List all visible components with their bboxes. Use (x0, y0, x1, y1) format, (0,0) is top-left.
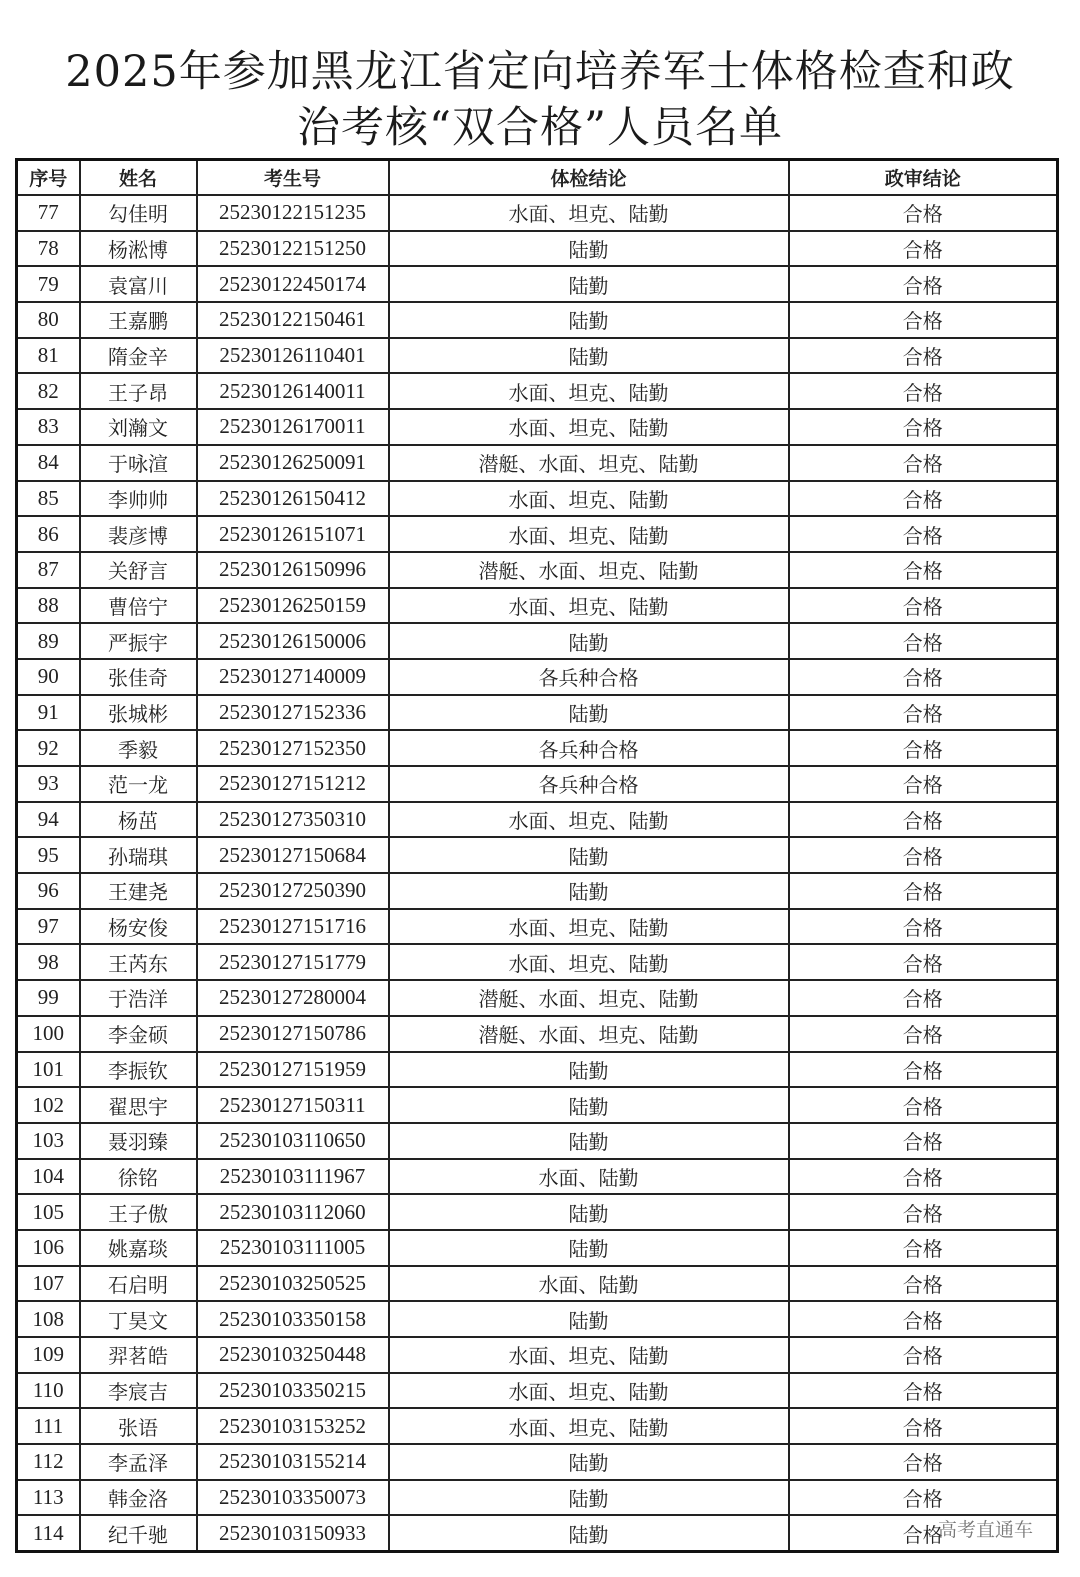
physical-result-cell: 潜艇、水面、坦克、陆勤 (389, 445, 789, 481)
physical-result-cell: 陆勤 (389, 873, 789, 909)
physical-result-cell: 水面、坦克、陆勤 (389, 481, 789, 517)
exam-id-cell: 25230122151250 (197, 231, 389, 267)
exam-id-cell: 25230103155214 (197, 1444, 389, 1480)
serial-cell: 102 (17, 1087, 80, 1123)
name-cell: 李帅帅 (80, 481, 197, 517)
exam-id-cell: 25230126140011 (197, 373, 389, 409)
header-exam-id: 考生号 (197, 160, 389, 196)
physical-result-cell: 各兵种合格 (389, 659, 789, 695)
physical-result-cell: 水面、陆勤 (389, 1159, 789, 1195)
name-cell: 于浩洋 (80, 980, 197, 1016)
name-cell: 张城彬 (80, 695, 197, 731)
physical-result-cell: 陆勤 (389, 1052, 789, 1088)
political-result-cell: 合格 (789, 1444, 1058, 1480)
serial-cell: 86 (17, 516, 80, 552)
name-cell: 姚嘉琰 (80, 1230, 197, 1266)
exam-id-cell: 25230126170011 (197, 409, 389, 445)
exam-id-cell: 25230122450174 (197, 266, 389, 302)
physical-result-cell: 水面、坦克、陆勤 (389, 409, 789, 445)
political-result-cell: 合格 (789, 1087, 1058, 1123)
serial-cell: 87 (17, 552, 80, 588)
serial-cell: 81 (17, 338, 80, 374)
watermark-text: 高考直通车 (938, 1519, 1034, 1541)
exam-id-cell: 25230127280004 (197, 980, 389, 1016)
name-cell: 严振宇 (80, 623, 197, 659)
name-cell: 裴彦博 (80, 516, 197, 552)
name-cell: 纪千驰 (80, 1515, 197, 1551)
exam-id-cell: 25230103350073 (197, 1480, 389, 1516)
name-cell: 范一龙 (80, 766, 197, 802)
table-row (17, 659, 1058, 695)
physical-result-cell: 潜艇、水面、坦克、陆勤 (389, 1016, 789, 1052)
name-cell: 羿茗皓 (80, 1337, 197, 1373)
table-row (17, 1230, 1058, 1266)
physical-result-cell: 陆勤 (389, 1515, 789, 1551)
table-row (17, 623, 1058, 659)
physical-result-cell: 水面、坦克、陆勤 (389, 195, 789, 231)
name-cell: 杨茁 (80, 802, 197, 838)
serial-cell: 97 (17, 909, 80, 945)
table-row (17, 1373, 1058, 1409)
name-cell: 翟思宇 (80, 1087, 197, 1123)
table-row (17, 409, 1058, 445)
table-row (17, 695, 1058, 731)
serial-cell: 112 (17, 1444, 80, 1480)
exam-id-cell: 25230127151716 (197, 909, 389, 945)
serial-cell: 85 (17, 481, 80, 517)
exam-id-cell: 25230103153252 (197, 1408, 389, 1444)
table-row (17, 552, 1058, 588)
political-result-cell: 合格 (789, 766, 1058, 802)
exam-id-cell: 25230126150006 (197, 623, 389, 659)
table-row (17, 1301, 1058, 1337)
serial-cell: 104 (17, 1159, 80, 1195)
political-result-cell: 合格 (789, 1123, 1058, 1159)
serial-cell: 101 (17, 1052, 80, 1088)
table-row (17, 266, 1058, 302)
table-row (17, 1123, 1058, 1159)
political-result-cell: 合格 (789, 837, 1058, 873)
political-result-cell: 合格 (789, 1230, 1058, 1266)
name-cell: 王建尧 (80, 873, 197, 909)
political-result-cell: 合格 (789, 802, 1058, 838)
political-result-cell: 合格 (789, 1052, 1058, 1088)
political-result-cell: 合格 (789, 302, 1058, 338)
exam-id-cell: 25230103350215 (197, 1373, 389, 1409)
exam-id-cell: 25230126151071 (197, 516, 389, 552)
exam-id-cell: 25230127140009 (197, 659, 389, 695)
table-row (17, 837, 1058, 873)
table-row (17, 1480, 1058, 1516)
political-result-cell: 合格 (789, 730, 1058, 766)
physical-result-cell: 陆勤 (389, 1123, 789, 1159)
political-result-cell: 合格 (789, 1016, 1058, 1052)
serial-cell: 92 (17, 730, 80, 766)
table-row (17, 445, 1058, 481)
exam-id-cell: 25230103110650 (197, 1123, 389, 1159)
table-row (17, 338, 1058, 374)
name-cell: 李宸吉 (80, 1373, 197, 1409)
table-row (17, 980, 1058, 1016)
serial-cell: 88 (17, 588, 80, 624)
political-result-cell: 合格 (789, 695, 1058, 731)
table-row (17, 1159, 1058, 1195)
serial-cell: 96 (17, 873, 80, 909)
name-cell: 于咏渲 (80, 445, 197, 481)
physical-result-cell: 水面、陆勤 (389, 1266, 789, 1302)
political-result-cell: 合格 (789, 552, 1058, 588)
exam-id-cell: 25230126110401 (197, 338, 389, 374)
table-row (17, 231, 1058, 267)
exam-id-cell: 25230103250525 (197, 1266, 389, 1302)
name-cell: 王芮东 (80, 944, 197, 980)
header-physical-result: 体检结论 (389, 160, 789, 196)
serial-cell: 111 (17, 1408, 80, 1444)
exam-id-cell: 25230126250159 (197, 588, 389, 624)
name-cell: 关舒言 (80, 552, 197, 588)
physical-result-cell: 潜艇、水面、坦克、陆勤 (389, 980, 789, 1016)
serial-cell: 95 (17, 837, 80, 873)
exam-id-cell: 25230127151959 (197, 1052, 389, 1088)
name-cell: 勾佳明 (80, 195, 197, 231)
serial-cell: 100 (17, 1016, 80, 1052)
physical-result-cell: 水面、坦克、陆勤 (389, 373, 789, 409)
table-row (17, 373, 1058, 409)
political-result-cell: 合格 (789, 944, 1058, 980)
physical-result-cell: 陆勤 (389, 1301, 789, 1337)
political-result-cell: 合格 (789, 873, 1058, 909)
table-row (17, 302, 1058, 338)
political-result-cell: 合格 (789, 338, 1058, 374)
serial-cell: 94 (17, 802, 80, 838)
table-row (17, 588, 1058, 624)
name-cell: 石启明 (80, 1266, 197, 1302)
table-row (17, 1087, 1058, 1123)
serial-cell: 79 (17, 266, 80, 302)
serial-cell: 114 (17, 1515, 80, 1551)
table-row (17, 481, 1058, 517)
physical-result-cell: 各兵种合格 (389, 730, 789, 766)
exam-id-cell: 25230127350310 (197, 802, 389, 838)
header-name: 姓名 (80, 160, 197, 196)
physical-result-cell: 水面、坦克、陆勤 (389, 1337, 789, 1373)
table-row (17, 1444, 1058, 1480)
exam-id-cell: 25230103111005 (197, 1230, 389, 1266)
exam-id-cell: 25230127152350 (197, 730, 389, 766)
document-title-line-1: 2025年参加黑龙江省定向培养军士体格检查和政 (65, 47, 1015, 97)
political-result-cell: 合格 (789, 659, 1058, 695)
political-result-cell: 合格 (789, 481, 1058, 517)
name-cell: 杨淞博 (80, 231, 197, 267)
exam-id-cell: 25230127150311 (197, 1087, 389, 1123)
name-cell: 王子傲 (80, 1194, 197, 1230)
serial-cell: 82 (17, 373, 80, 409)
serial-cell: 99 (17, 980, 80, 1016)
political-result-cell: 合格 (789, 1408, 1058, 1444)
political-result-cell: 合格 (789, 195, 1058, 231)
serial-cell: 83 (17, 409, 80, 445)
serial-cell: 78 (17, 231, 80, 267)
exam-id-cell: 25230103150933 (197, 1515, 389, 1551)
table-row (17, 1266, 1058, 1302)
serial-cell: 105 (17, 1194, 80, 1230)
document-title-line-2: 治考核“双合格”人员名单 (297, 103, 783, 153)
table-row (17, 1016, 1058, 1052)
serial-cell: 84 (17, 445, 80, 481)
physical-result-cell: 陆勤 (389, 1230, 789, 1266)
table-row (17, 766, 1058, 802)
political-result-cell: 合格 (789, 1337, 1058, 1373)
name-cell: 徐铭 (80, 1159, 197, 1195)
political-result-cell: 合格 (789, 1373, 1058, 1409)
name-cell: 季毅 (80, 730, 197, 766)
political-result-cell: 合格 (789, 1301, 1058, 1337)
exam-id-cell: 25230127250390 (197, 873, 389, 909)
physical-result-cell: 陆勤 (389, 231, 789, 267)
table-row (17, 1515, 1058, 1551)
table-row (17, 730, 1058, 766)
physical-result-cell: 陆勤 (389, 1480, 789, 1516)
physical-result-cell: 陆勤 (389, 302, 789, 338)
exam-id-cell: 25230127151212 (197, 766, 389, 802)
name-cell: 张佳奇 (80, 659, 197, 695)
serial-cell: 103 (17, 1123, 80, 1159)
name-cell: 韩金洛 (80, 1480, 197, 1516)
physical-result-cell: 水面、坦克、陆勤 (389, 909, 789, 945)
serial-cell: 107 (17, 1266, 80, 1302)
physical-result-cell: 水面、坦克、陆勤 (389, 588, 789, 624)
serial-cell: 89 (17, 623, 80, 659)
name-cell: 袁富川 (80, 266, 197, 302)
table-row (17, 909, 1058, 945)
header-serial: 序号 (17, 160, 80, 196)
physical-result-cell: 陆勤 (389, 837, 789, 873)
physical-result-cell: 陆勤 (389, 623, 789, 659)
name-cell: 李孟泽 (80, 1444, 197, 1480)
table-row (17, 802, 1058, 838)
political-result-cell: 合格 (789, 1266, 1058, 1302)
physical-result-cell: 陆勤 (389, 266, 789, 302)
serial-cell: 110 (17, 1373, 80, 1409)
serial-cell: 93 (17, 766, 80, 802)
serial-cell: 106 (17, 1230, 80, 1266)
exam-id-cell: 25230126150996 (197, 552, 389, 588)
political-result-cell: 合格 (789, 373, 1058, 409)
table-row (17, 516, 1058, 552)
name-cell: 杨安俊 (80, 909, 197, 945)
serial-cell: 77 (17, 195, 80, 231)
serial-cell: 98 (17, 944, 80, 980)
physical-result-cell: 水面、坦克、陆勤 (389, 802, 789, 838)
political-result-cell: 合格 (789, 266, 1058, 302)
exam-id-cell: 25230122150461 (197, 302, 389, 338)
table-row (17, 1052, 1058, 1088)
political-result-cell: 合格 (789, 1480, 1058, 1516)
name-cell: 聂羽臻 (80, 1123, 197, 1159)
physical-result-cell: 陆勤 (389, 1194, 789, 1230)
table-row (17, 873, 1058, 909)
physical-result-cell: 陆勤 (389, 1444, 789, 1480)
physical-result-cell: 水面、坦克、陆勤 (389, 1408, 789, 1444)
exam-id-cell: 25230103250448 (197, 1337, 389, 1373)
table-row (17, 195, 1058, 231)
serial-cell: 109 (17, 1337, 80, 1373)
physical-result-cell: 陆勤 (389, 695, 789, 731)
name-cell: 王嘉鹏 (80, 302, 197, 338)
serial-cell: 90 (17, 659, 80, 695)
physical-result-cell: 水面、坦克、陆勤 (389, 1373, 789, 1409)
table-row (17, 1194, 1058, 1230)
exam-id-cell: 25230127152336 (197, 695, 389, 731)
political-result-cell: 合格 (789, 909, 1058, 945)
physical-result-cell: 各兵种合格 (389, 766, 789, 802)
political-result-cell: 合格 (789, 231, 1058, 267)
political-result-cell: 合格 (789, 409, 1058, 445)
serial-cell: 80 (17, 302, 80, 338)
political-result-cell: 合格 (789, 623, 1058, 659)
exam-id-cell: 25230126150412 (197, 481, 389, 517)
political-result-cell: 合格 (789, 1515, 1058, 1551)
physical-result-cell: 潜艇、水面、坦克、陆勤 (389, 552, 789, 588)
name-cell: 孙瑞琪 (80, 837, 197, 873)
political-result-cell: 合格 (789, 980, 1058, 1016)
exam-id-cell: 25230103350158 (197, 1301, 389, 1337)
serial-cell: 113 (17, 1480, 80, 1516)
physical-result-cell: 水面、坦克、陆勤 (389, 516, 789, 552)
name-cell: 王子昂 (80, 373, 197, 409)
name-cell: 隋金辛 (80, 338, 197, 374)
physical-result-cell: 水面、坦克、陆勤 (389, 944, 789, 980)
political-result-cell: 合格 (789, 1194, 1058, 1230)
political-result-cell: 合格 (789, 445, 1058, 481)
political-result-cell: 合格 (789, 588, 1058, 624)
table-row (17, 1337, 1058, 1373)
table-row (17, 944, 1058, 980)
serial-cell: 91 (17, 695, 80, 731)
name-cell: 丁昊文 (80, 1301, 197, 1337)
name-cell: 张语 (80, 1408, 197, 1444)
political-result-cell: 合格 (789, 516, 1058, 552)
exam-id-cell: 25230103112060 (197, 1194, 389, 1230)
physical-result-cell: 陆勤 (389, 1087, 789, 1123)
table-row (17, 1408, 1058, 1444)
political-result-cell: 合格 (789, 1159, 1058, 1195)
name-cell: 曹倍宁 (80, 588, 197, 624)
exam-id-cell: 25230127151779 (197, 944, 389, 980)
exam-id-cell: 25230126250091 (197, 445, 389, 481)
name-cell: 李振钦 (80, 1052, 197, 1088)
exam-id-cell: 25230103111967 (197, 1159, 389, 1195)
exam-id-cell: 25230127150684 (197, 837, 389, 873)
header-political-result: 政审结论 (789, 160, 1058, 196)
name-cell: 李金硕 (80, 1016, 197, 1052)
table-header-row (17, 160, 1058, 196)
qualified-personnel-table (15, 158, 1059, 1553)
physical-result-cell: 陆勤 (389, 338, 789, 374)
serial-cell: 108 (17, 1301, 80, 1337)
exam-id-cell: 25230122151235 (197, 195, 389, 231)
exam-id-cell: 25230127150786 (197, 1016, 389, 1052)
name-cell: 刘瀚文 (80, 409, 197, 445)
